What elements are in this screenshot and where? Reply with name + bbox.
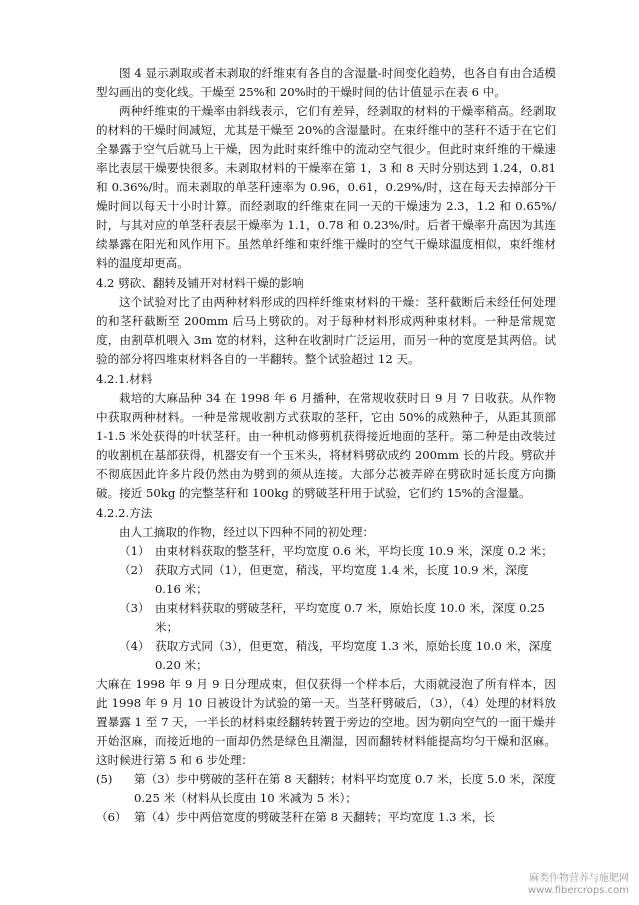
method-item-1 (119, 542, 556, 561)
step-label: (5) (96, 772, 113, 786)
paragraph-materials: 栽培的大麻品种 34 在 1998 年 6 月播种，在常规收获时日 9 月 7 日收获。从作物中获取两种材料。一种是常规收割方式获取的茎秆，它由 50%的成熟种子，从距其顶部 1-1.5 米处获得的叶状茎秆。由一种机动修剪机获得接近地面的茎秆。第二种是由改装过的收割机在基部获得，机器安有一个玉米头，将材料劈砍成约 200mm 长的片段。劈砍并不彻底因此许多片段仍然由为劈到的须从连接。大部分芯被弄碎在劈砍时延长度方向撕破。接近 50kg 的完整茎秆和 100kg 的劈破茎秆用于试验，它们约 15%的含湿量。 (96, 391, 556, 500)
section-heading-4-2-1: 4.2.1.材料 (96, 372, 153, 386)
method-label: （1） (119, 544, 150, 558)
paragraph-closing: 大麻在 1998 年 9 月 9 日分理成束，但仅获得一个样本后，大雨就浸泡了所有样本，因此 1998 年 9 月 10 日被设计为试验的第一天。当茎秆劈破后，（3），（4）处理的材料放置暴露 1 至 7 天，一半长的材料束经翻转转置于旁边的空地。因为朝向空气的一面干燥并开始沤麻，而接近地的一面却仍然是绿色且潮湿，因而翻转材料能提高均匀干燥和沤麻。这时候进行第 5 和 6 步处理： (96, 677, 556, 767)
watermark-title: 麻类作物营养与施肥网 (529, 873, 629, 884)
document-body (96, 64, 556, 827)
method-text: 获取方式同（3），但更宽，稍浅，平均宽度 1.3 米，原始长度 10.0 米，深度 0.20 米； (155, 639, 552, 672)
method-text: 由束材料获取的劈破茎秆，平均宽度 0.7 米，原始长度 10.0 米，深度 0.25 米； (155, 601, 545, 634)
method-label: （2） (119, 563, 150, 577)
step-item-5 (96, 770, 556, 808)
method-text: 由束材料获取的整茎秆，平均宽度 0.6 米，平均长度 10.9 米，深度 0.2 米； (155, 544, 553, 558)
step-item-6 (96, 808, 556, 827)
section-heading-4-2: 4.2 劈砍、翻转及铺开对材料干燥的影响 (96, 276, 304, 290)
method-item-2 (119, 561, 556, 599)
paragraph-methods-intro: 由人工摘取的作物，经过以下四种不同的初处理： (119, 525, 375, 539)
step-text: 第（4）步中两倍宽度的劈破茎秆在第 8 天翻转；平均宽度 1.3 米，长 (134, 810, 495, 824)
site-watermark (528, 873, 629, 897)
step-text: 第（3）步中劈破的茎秆在第 8 天翻转；材料平均宽度 0.7 米，长度 5.0 米，深度 0.25 米（材料从长度由 10 米减为 5 米）； (134, 772, 556, 805)
paragraph-figure4: 图 4 显示剥取或者未剥取的纤维束有各自的含湿量-时间变化趋势，也各自有由合适模型勾画出的变化线。干燥至 25%和 20%时的干燥时间的估计值显示在表 6 中。 (96, 66, 556, 99)
section-heading-4-2-2: 4.2.2.方法 (96, 506, 153, 520)
method-item-4 (119, 637, 556, 675)
method-label: （3） (119, 601, 150, 615)
method-label: （4） (119, 639, 150, 653)
paragraph-drying-rate: 两种纤维束的干燥率由斜线表示，它们有差异，经剥取的材料的干燥率稍高。经剥取的材料的干燥时间减短，尤其是干燥至 20%的含湿量时。在束纤维中的茎秆不适于在它们全暴露于空气后就马上干燥，因为此时束纤维中的流动空气很少。但此时束纤维的干燥速率比表层干燥要快很多。未剥取材料的干燥率在第 1，3 和 8 天时分别达到 1.24，0.81 和 0.36%/时。而未剥取的单茎秆速率为 0.96，0.61，0.29%/时，这在每天去掉部分干燥时间以每天十小时计算。而经剥取的纤维束在同一天的干燥速为 2.3，1.2 和 0.65%/时，与其对应的单茎秆表层干燥率为 1.1，0.78 和 0.23%/时。后者干燥率升高因为其连续暴露在阳光和风作用下。虽然单纤维和束纤维干燥时的空气干燥球温度相似，束纤维材料的温度却更高。 (96, 104, 556, 270)
method-item-3 (119, 599, 556, 637)
paragraph-experiment: 这个试验对比了由两种材料形成的四样纤维束材料的干燥：茎秆截断后未经任何处理的和茎秆截断至 200mm 后马上劈砍的。对于每种材料形成两种束材料。一种是常规宽度，由割草机喂入 3m 宽的材料，这种在收割时广泛运用，而另一种的宽度是其两倍。试验的部分将四堆束材料各自的一半翻转。整个试验超过 12 天。 (96, 295, 556, 366)
watermark-url: www.fibercrops.com (527, 885, 629, 896)
method-text: 获取方式同（1），但更宽，稍浅，平均宽度 1.4 米，长度 10.9 米，深度 0.16 米； (155, 563, 529, 596)
step-label: （6） (96, 810, 127, 824)
